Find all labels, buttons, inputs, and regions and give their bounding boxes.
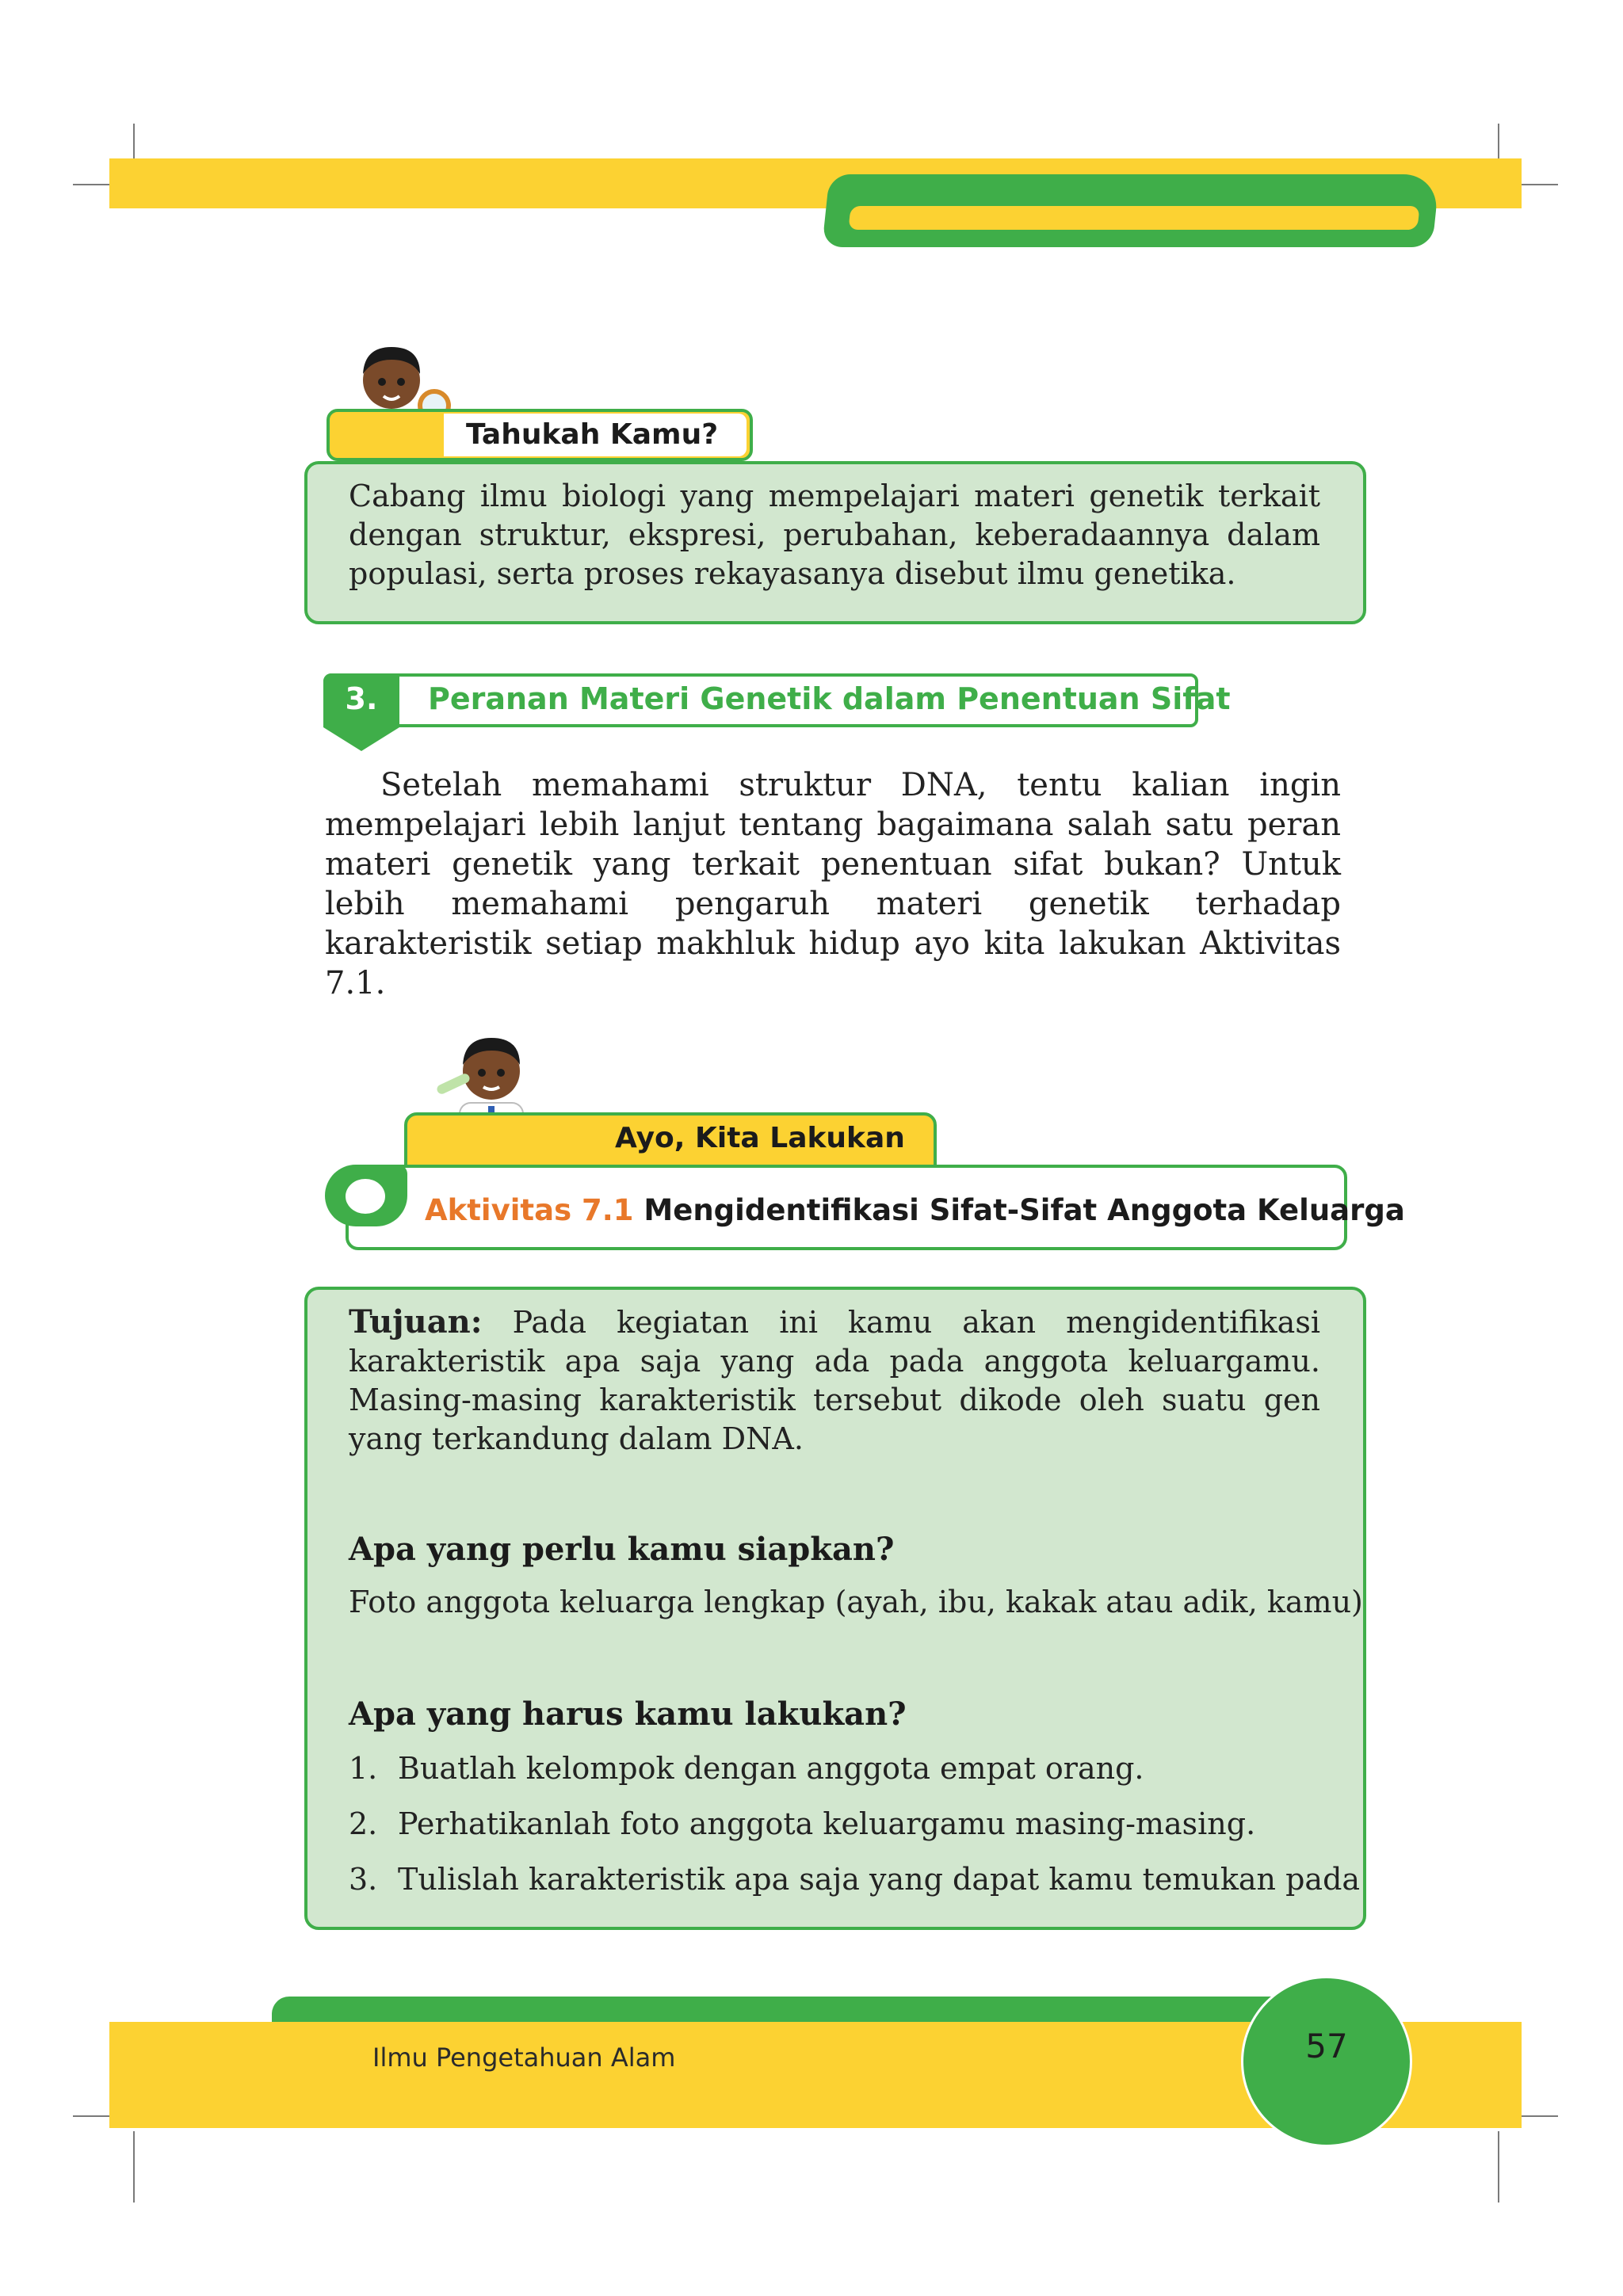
step-item: 3. Tulislah karakteristik apa saja yang dapat kamu temukan pada bbox=[349, 1862, 1361, 1897]
prep-heading: Apa yang perlu kamu siapkan? bbox=[349, 1531, 895, 1568]
page-number: 57 bbox=[1305, 2027, 1348, 2065]
step-item: 2. Perhatikanlah foto anggota keluargamu masing-masing. bbox=[349, 1806, 1256, 1841]
section-number: 3. bbox=[345, 681, 378, 716]
activity-number: Aktivitas 7.1 bbox=[425, 1193, 634, 1227]
activity-title bbox=[425, 1193, 1405, 1227]
activity-name: Mengidentifikasi Sifat-Sifat Anggota Keluarga bbox=[643, 1193, 1405, 1227]
tahukah-label: Tahukah Kamu? bbox=[466, 418, 719, 451]
section-paragraph: Setelah memahami struktur DNA, tentu kalian ingin mempelajari lebih lanjut tentang bagaimana salah satu peran materi genetik yang terkait penentuan sifat bukan? Untuk lebih memahami pengaruh materi genetik terhadap karakteristik setiap makhluk hidup ayo kita lakukan Aktivitas 7.1. bbox=[325, 767, 1341, 1001]
header-tab-inner bbox=[848, 206, 1419, 230]
footer-subject: Ilmu Pengetahuan Alam bbox=[372, 2042, 676, 2073]
prep-text: Foto anggota keluarga lengkap (ayah, ibu, kakak atau adik, kamu) bbox=[349, 1585, 1363, 1619]
do-heading: Apa yang harus kamu lakukan? bbox=[349, 1695, 907, 1733]
activity-tab-dot bbox=[346, 1179, 385, 1214]
ayo-label: Ayo, Kita Lakukan bbox=[615, 1122, 905, 1154]
crop-mark bbox=[1498, 2131, 1499, 2203]
tujuan-label: Tujuan: bbox=[349, 1303, 483, 1341]
crop-mark bbox=[133, 2131, 135, 2203]
tahukah-text: Cabang ilmu biologi yang mempelajari materi genetik terkait dengan struktur, ekspresi, perubahan, keberadaannya dalam populasi, serta proses rekayasanya disebut ilmu genetika. bbox=[349, 479, 1320, 591]
step-item: 1. Buatlah kelompok dengan anggota empat orang. bbox=[349, 1751, 1144, 1786]
section-title: Peranan Materi Genetik dalam Penentuan Sifat bbox=[428, 681, 1231, 716]
tujuan-paragraph: Tujuan: Pada kegiatan ini kamu akan mengidentifikasi karakteristik apa saja yang ada pada anggota keluargamu. Masing-masing karakteristik tersebut dikode oleh suatu gen yang terkandung dalam DNA. bbox=[349, 1303, 1320, 1456]
section-number-pointer bbox=[323, 727, 399, 751]
